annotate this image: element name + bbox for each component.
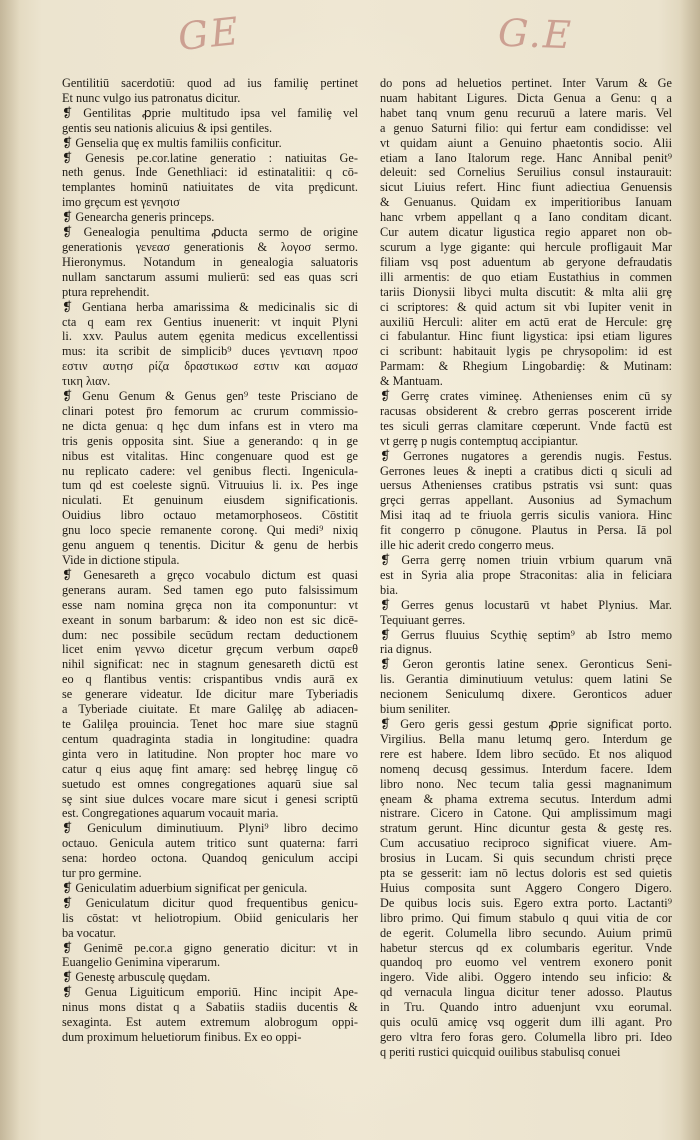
left-column-line: eo q flantibus ventis: crispantibus vndis aurā ex [62, 672, 358, 687]
left-column-line: ❡ Genesareth a grȩco vocabulo dictum est quasi [62, 567, 358, 582]
left-column-line: τικη λιαν. [62, 374, 111, 389]
right-column-line: in Tru. Quando intro aduenjunt vxu eorumal. [380, 1000, 672, 1015]
left-column-line: neth genus. Inde Genethliaci: id estinatalitii: q cō- [62, 165, 358, 180]
left-column-line: Vide in dictione stipula. [62, 553, 180, 567]
left-column-line: ❡ Genesis pe.cor.latine generatio : natiuitas Ge- [62, 150, 358, 165]
left-column-line: imo grȩcum est γενησισ [62, 195, 180, 210]
right-column-line: a genuo Saturni filio: qui fertur eam condidisse: vel [380, 120, 672, 135]
right-column-line: libro nono. Nec tecum talia gessi magnanimum [380, 776, 672, 791]
right-column-line: De quibus locis suis. Egero extra porto. Lactanti⁹ [380, 895, 672, 910]
left-column-line: εστιν αυτησ ρίζα δραστικωσ εστιν και ασμασ [62, 359, 358, 374]
left-column-line: licet enim γεννω dicetur grȩcum verbum σαρεθ [62, 642, 358, 657]
right-column-line: Tequiuant gerres. [380, 612, 466, 627]
right-column-line: habetur stercus qd ex columbaris egeritur. Vnde [380, 940, 672, 955]
left-column-line: niculati. Et genuinum eiusdem significationis. [62, 493, 358, 508]
right-column-line: grȩci gerras appellant. Ausonius ad Symachum [380, 493, 672, 508]
left-column-line: gnu loco specie remanente coronȩ. Qui medi⁹ nixiq [62, 523, 358, 538]
right-column-line: lis. Gerantia diminutiuum vetulus: quem latini Se [380, 672, 672, 687]
left-column-line: octauo. Genicula autem tritico sunt quaterna: farri [62, 836, 358, 851]
left-column-line: ne dicta genua: q hȩc dum infans est in vtero ma [62, 418, 358, 433]
right-column-line: illi armentis: de quo etiam Eustathius in commen [380, 269, 672, 284]
left-column-line: ❡ Geniculum diminutiuum. Plyni⁹ libro decimo [62, 821, 358, 836]
right-column-line: Gerrones leues & inepti a cratibus dicti q siculi ad [380, 463, 672, 478]
right-column-line: ❡ Geron gerontis latine senex. Geronticus Seni- [380, 657, 672, 672]
right-column-line: filiam vsq post aduentum ab geryone defraudatis [380, 254, 672, 269]
left-column-line: ❡ Genimē pe.cor.a gigno generatio dicitur: vt in [62, 940, 358, 955]
left-column-line: ptura reprehendit. [62, 284, 150, 299]
right-column-line: etiam a Iano Italorum rege. Hanc Annibal penit⁹ [380, 150, 672, 165]
left-column-line: Euangelio Genimina viperarum. [62, 955, 221, 970]
left-column-line: cta q eam rex Gentius inuenerit: vt inquit Plyni [62, 314, 358, 329]
right-column-line: Parmam: & Rhegium Lingobardiȩ: & Mutinam: [380, 359, 672, 374]
right-column-line: auxiliū Herculi: aliter em actū erat de Hercule: grȩ [380, 314, 672, 329]
right-column-line: ❡ Gerrus fluuius Scythię septim⁹ ab Istro memo [380, 627, 672, 642]
left-column-line: esse nam nomina grȩca non ita componuntur: vt [62, 597, 358, 612]
right-column-line: tariis Dionysii libyci multa discutit: & mlta alii grȩ [380, 284, 672, 299]
right-column-line: stratum gerunt. Hinc dicuntur gesta & gestȩ res. [380, 821, 672, 836]
right-column-line: brosius in Lucam. Si quis secundum christi pręce [380, 851, 672, 866]
left-column-line: centum quadraginta stadia in longitudine: quadra [62, 731, 358, 746]
right-column-line: nistrare. Cicero in Catone. Qui amplissimum magi [380, 806, 672, 821]
left-column-line: catur q eius aquȩ fint amarȩ: sed hebrȩȩ linguȩ cō [62, 761, 358, 776]
left-column-line: clinari potest p̄ro femorum ac crurum commissio- [62, 403, 358, 418]
right-column-line: Cur autem dicatur ligustica regio apparet non ob- [380, 225, 672, 240]
right-column-line: ci fabulantur. Hinc fiunt ligystica: ipsi etiam ligures [380, 329, 672, 344]
right-column-line: Misi itaq ad te friuola gerris siculis vaniora. Hinc [380, 508, 672, 523]
right-column-line: bium seniliter. [380, 702, 451, 717]
left-column-line: ❡ Geniculatim aduerbium significat per genicula. [62, 880, 308, 895]
left-column-line: nihil significat: nec in stagnum genesareth dictū est [62, 657, 358, 672]
left-column-line: tum qd est coeleste signū. Vitruuius li. ix. Pes inge [62, 478, 358, 493]
left-column-line: ba vocatur. [62, 925, 116, 940]
right-column-line: tes siculi gerras clamitare cœperunt. Vnde factū est [380, 418, 672, 433]
left-column-line: nullam sanctarum assumi mulierū: sed eas quas scri [62, 269, 358, 284]
left-column-line: nibus est vitalitas. Hinc congenuare quod est ge [62, 448, 358, 463]
right-column-line: bia. [380, 582, 399, 597]
right-column-line: sicut Liuius refert. Hinc fiunt adiectiua Genuensis [380, 180, 672, 195]
right-column-line: ci scriptores: & quid actum sit vbi Iupiter venit in [380, 299, 672, 314]
left-column-line: sȩ sint siue dulces vocare mare sicut i genesi scriptū [62, 791, 358, 806]
left-column-line: ❡ Genearcha generis princeps. [62, 210, 215, 225]
right-column-line: & Genuanus. Quidam ex imperitioribus Ianuam [380, 195, 672, 210]
left-column-line: ❡ Genealogia penultima ꝓducta sermo de origine [62, 225, 358, 240]
right-column-line: scurum a lyge gigante: qui hercule profligauit Mar [380, 239, 672, 254]
right-column-line: ❡ Gerres genus locustarū vt habet Plynius. Mar. [380, 597, 672, 612]
right-column-line: Huius composita sunt Aggero Congero Digero. [380, 880, 672, 895]
right-column-line: q periti rustici quicquid ouilibus stabulisq conuei [380, 1044, 621, 1059]
left-column-line: sena: hordeo octona. Quandoq geniculum accipi [62, 851, 358, 866]
left-column-line: dum: nec possibile secūdum rectam deductionem [62, 627, 358, 642]
right-column-line: nuam habitant Ligures. Dicta Genua a Genu: q a [380, 90, 672, 105]
left-column-line: ❡ Geniculatum dicitur quod frequentibus genicu- [62, 895, 358, 910]
right-column-line: & Mantuam. [380, 374, 443, 389]
right-column-line: est in Syria alia prope Straconitas: alia in feliciara [380, 567, 672, 582]
left-column-line: est. Congregationes aquarum vocauit maria. [62, 806, 279, 821]
left-column-line: nu replicato cadere: vel genibus flecti. Ingenicula- [62, 463, 358, 478]
right-column-line: ille hic aderit credo congerro meus. [380, 538, 555, 553]
right-text-column [380, 76, 672, 1060]
right-column-line: Cum accusatiuo reciproco significat viuere. Am- [380, 836, 672, 851]
right-column-line: qd vernacula lingua dicitur tener adosso. Plautus [380, 985, 672, 1000]
right-column-line: ❡ Gero geris gessi gestum ꝓprie significat porto. [380, 716, 672, 731]
right-column-line: nomenq decusq gessimus. Interdum facere. Idem [380, 761, 672, 776]
left-column-line: se generare videatur. Ide dicitur mare Tyberiadis [62, 687, 358, 702]
running-head-right: G.E [497, 10, 574, 58]
left-column-line: gentis seu nationis alicuius & ipsi gentiles. [62, 120, 273, 135]
left-column-line: genu anguem q tenentis. Dicitur & genu de herbis [62, 538, 358, 553]
right-column-line: quis oculū amicȩ vsq oggerit dum illi agant. Pro [380, 1015, 672, 1030]
left-column-line: ❡ Genselia quȩ ex multis familiis conficitur. [62, 135, 282, 150]
left-column-line: Gentilitiū sacerdotiū: quod ad ius familiȩ pertinet [62, 76, 358, 90]
right-column-line: deleuit: sed Cornelius Seruilius consul instaurauit: [380, 165, 672, 180]
right-column-line: do pons ad heluetios pertinet. Inter Varum & Ge [380, 76, 672, 90]
right-column-line: habet tanq vnum genu recuruū a latere maris. Vel [380, 105, 672, 120]
right-column-line: vt quidam aiunt a Genuino phaetontis socio. Alii [380, 135, 672, 150]
right-column-line: vt gerrȩ p nugis contemptuq accipiantur. [380, 433, 579, 448]
right-column-line: ci scribunt: habitauit lygis pe chrysopolim: id est [380, 344, 672, 359]
left-column-line: Hieronymus. Notandum in genealogia saluatoris [62, 254, 358, 269]
right-column-line: de egerit. Columella libro secundo. Auium primū [380, 925, 672, 940]
left-column-line: exeant in sonum barbarum: & ideo non est sic dicē- [62, 612, 358, 627]
right-column-line: ❡ Gerra gerrȩ nomen triuin vrbium quarum vnā [380, 553, 672, 567]
right-page-edge [680, 0, 700, 1140]
right-column-line: necionem Seniculumq dixere. Geronticos aduer [380, 687, 672, 702]
right-column-line: uersus Athenienses cratibus pstratis vsi sunt: quas [380, 478, 672, 493]
right-column-line: rere est habere. Idem libro secūdo. Et nos aliquod [380, 746, 672, 761]
left-column-line: suetudo est omnes congregationes aquarū siue sal [62, 776, 358, 791]
right-column-line: pta se gesserit: iam nō lectus doloris est sed quietis [380, 866, 672, 881]
right-column-line: ȩneam & phama extrema secutus. Interdum admi [380, 791, 672, 806]
left-column-line: te Galilȩa prouincia. Tenet hoc mare siue stagnū [62, 716, 358, 731]
left-column-line: templantes hominū natiuitates de vita prȩdicunt. [62, 180, 358, 195]
right-column-line: fit congerro p cōnugone. Plautus in Persa. Iā pol [380, 523, 672, 538]
right-column-line: hanc vrbem appellant q a Iano conditam dicant. [380, 210, 672, 225]
left-column-line: generans auram. Sed tamen ego puto falsissimum [62, 582, 358, 597]
right-column-line: ❡ Gerrȩ crates vimineȩ. Athenienses enim cū sy [380, 389, 672, 404]
left-column-line: ❡ Genu Genum & Genus gen⁹ teste Prisciano de [62, 389, 358, 404]
left-column-line: ❡ Gentilitas ꝓprie multitudo ipsa vel familiȩ vel [62, 105, 358, 120]
left-column-line: Et nunc vulgo ius patronatus dicitur. [62, 90, 241, 105]
left-column-line: generationis γενεασ generationis & λογοσ sermo. [62, 239, 358, 254]
left-column-line: ❡ Genestȩ arbusculȩ quȩdam. [62, 970, 211, 985]
left-column-line: tur pro germine. [62, 866, 142, 881]
right-column-line: ingero. Vide alibi. Oggero intendo seu inficio: & [380, 970, 672, 985]
left-column-line: mus: ita scribit de simplicib⁹ duces γεντιανη προσ [62, 344, 358, 359]
right-column-line: Virgilius. Bella manu letumq gero. Interdum ge [380, 731, 672, 746]
left-column-line: tris genis opposita sint. Siue a generando: q in ge [62, 433, 358, 448]
left-column-line: Ouidius libro octauo metamorphoseos. Cōstitit [62, 508, 358, 523]
left-column-line: ❡ Genua Liguiticum emporiū. Hinc incipit Ape- [62, 985, 358, 1000]
left-column-line: ninus mons distat q a Sabatiis stadiis ducentis & [62, 1000, 358, 1015]
left-column-line: sexaginta. Est autem extremum alobrogum oppi- [62, 1015, 358, 1030]
left-column-line: ginta vero in latitudine. Non propter hoc mare vo [62, 746, 358, 761]
left-column-line: dum proximum heluetiorum finibus. Ex eo oppi- [62, 1030, 302, 1044]
right-column-line: racusas obsiderent & crebro gerras poscerent irride [380, 403, 672, 418]
left-column-line: ❡ Gentiana herba amarissima & medicinalis sic di [62, 299, 358, 314]
left-column-line: a Tyberiade ciuitate. Et mare Galilȩȩ ab adiacen- [62, 702, 358, 717]
right-column-line: libro primo. Qui fimum stabulo q quui vitia de cor [380, 910, 672, 925]
left-page-edge [0, 0, 20, 1140]
right-column-line: quandoq pro euomo vel ventrem exonero ponit [380, 955, 672, 970]
right-column-line: ria dignus. [380, 642, 432, 657]
running-head-left: GE [175, 8, 243, 60]
left-text-column [62, 76, 358, 1045]
right-column-line: gero vltra fero foras gero. Columella libro pri. Ideo [380, 1030, 672, 1044]
left-column-line: lis cōstat: vt heliotropium. Obiid genicularis her [62, 910, 358, 925]
right-column-line: ❡ Gerrones nugatores a gerendis nugis. Festus. [380, 448, 672, 463]
left-column-line: li. xxv. Paulus autem ęgenita medicus excellentissi [62, 329, 358, 344]
